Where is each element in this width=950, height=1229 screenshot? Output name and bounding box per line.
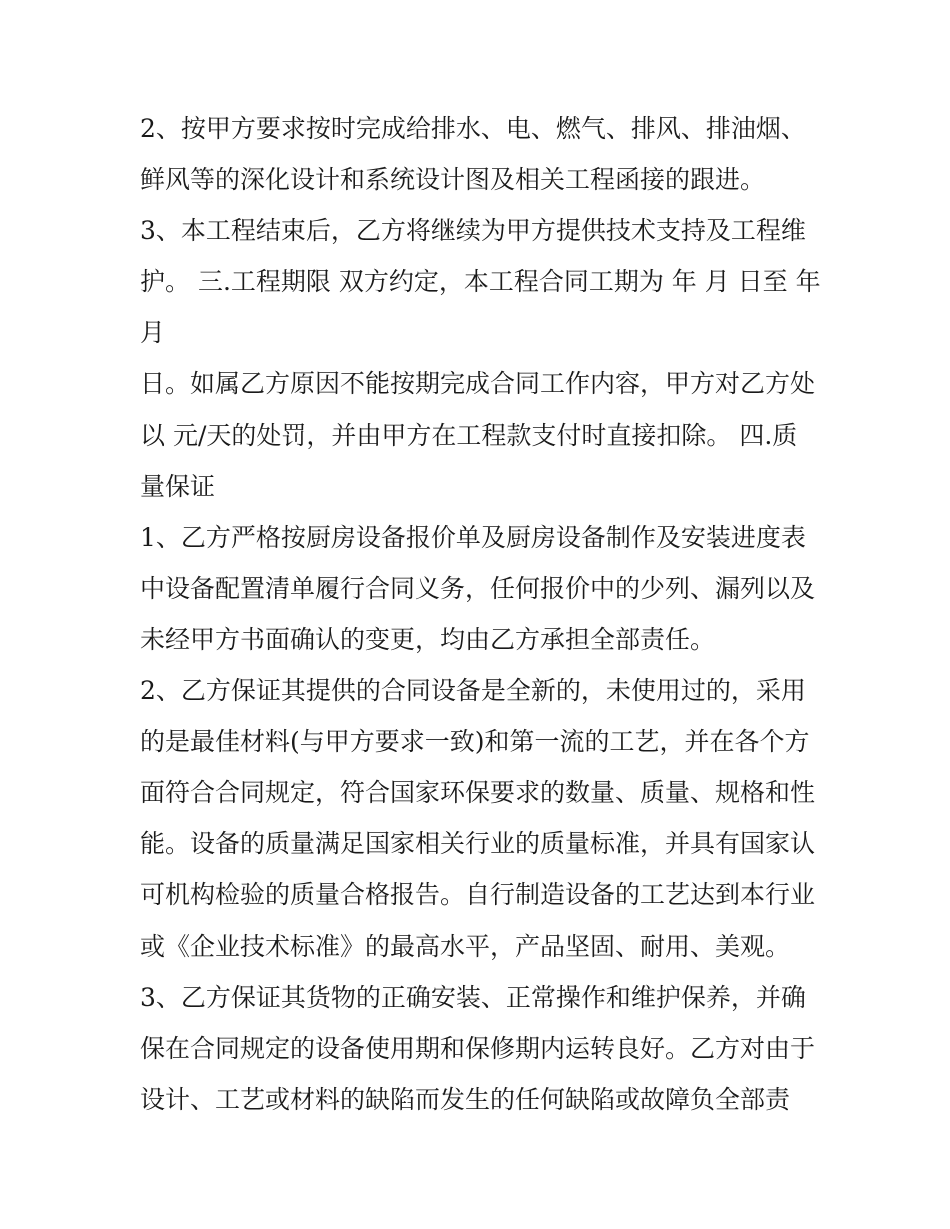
text-line: 1、乙方严格按厨房设备报价单及厨房设备制作及安装进度表	[140, 522, 806, 552]
text-line: 日。如属乙方原因不能按期完成合同工作内容，甲方对乙方处	[140, 369, 816, 399]
text-line: 2、乙方保证其提供的合同设备是全新的，未使用过的，采用	[140, 676, 806, 706]
text-line: 可机构检验的质量合格报告。自行制造设备的工艺达到本行业	[140, 880, 816, 910]
text-line: 保在合同规定的设备使用期和保修期内运转良好。乙方对由于	[140, 1033, 816, 1063]
text-line: 量保证	[140, 471, 216, 501]
text-line: 以 元/天的处罚，并由甲方在工程款支付时直接扣除。 四.质	[140, 420, 798, 450]
text-line: 鲜风等的深化设计和系统设计图及相关工程函接的跟进。	[140, 165, 766, 195]
text-line: 2、按甲方要求按时完成给排水、电、燃气、排风、排油烟、	[140, 114, 806, 143]
contract-text-body	[140, 103, 830, 1125]
text-line: 或《企业技术标准》的最高水平，产品坚固、耐用、美观。	[140, 931, 791, 961]
text-line: 月	[140, 318, 166, 348]
text-line: 护。 三.工程期限 双方约定，本工程合同工期为 年 月 日至 年	[140, 267, 821, 297]
text-line: 中设备配置清单履行合同义务，任何报价中的少列、漏列以及	[140, 573, 816, 603]
text-line: 3、本工程结束后，乙方将继续为甲方提供技术支持及工程维	[140, 216, 806, 246]
text-line: 的是最佳材料(与甲方要求一致)和第一流的工艺，并在各个方	[140, 727, 810, 757]
text-line: 设计、工艺或材料的缺陷而发生的任何缺陷或故障负全部责	[140, 1084, 791, 1114]
text-line: 面符合合同规定，符合国家环保要求的数量、质量、规格和性	[140, 778, 816, 808]
text-line: 3、乙方保证其货物的正确安装、正常操作和维护保养，并确	[140, 982, 806, 1012]
text-line: 未经甲方书面确认的变更，均由乙方承担全部责任。	[140, 624, 716, 654]
text-line: 能。设备的质量满足国家相关行业的质量标准，并具有国家认	[140, 829, 816, 859]
